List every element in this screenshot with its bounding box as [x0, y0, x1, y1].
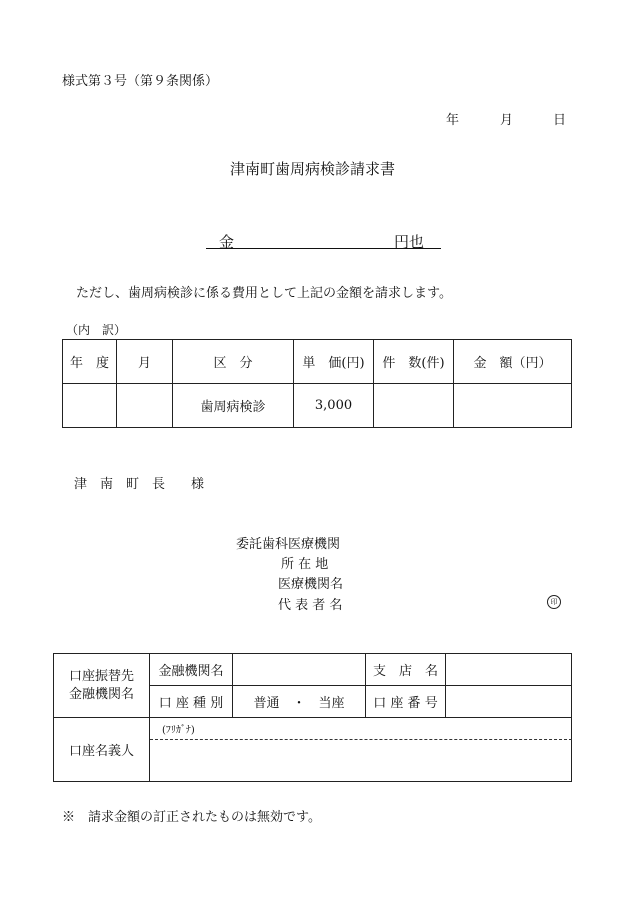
breakdown-table [62, 339, 572, 428]
header-unit-price: 単 価(円) [294, 340, 374, 384]
amount-prefix: 金 [219, 233, 235, 251]
account-number-field[interactable] [446, 686, 572, 718]
furigana-divider [150, 739, 572, 740]
institution-name-label: 金融機関名 [150, 654, 233, 686]
cell-amount[interactable] [454, 384, 572, 428]
branch-name-field[interactable] [446, 654, 572, 686]
header-category: 区 分 [173, 340, 294, 384]
furigana-label: (ﾌﾘｶﾞﾅ) [162, 725, 195, 736]
account-holder-label: 口座名義人 [54, 718, 150, 782]
account-number-label: 口 座 番 号 [366, 686, 446, 718]
date-day-label: 日 [553, 113, 567, 128]
amount-suffix: 円也 [394, 233, 425, 251]
account-holder-field[interactable] [150, 718, 572, 782]
cell-unit-price: 3,000 [294, 384, 374, 428]
provider-representative-label: 代 表 者 名 [278, 598, 343, 613]
header-year: 年 度 [63, 340, 117, 384]
cell-month[interactable] [117, 384, 173, 428]
invalid-correction-note: ※ 請求金額の訂正されたものは無効です。 [62, 810, 321, 825]
bank-table [53, 653, 572, 782]
provider-heading: 委託歯科医療機関 [236, 537, 341, 552]
provider-address-label: 所 在 地 [281, 557, 329, 572]
institution-name-field[interactable] [233, 654, 366, 686]
breakdown-data-row [63, 384, 572, 428]
bank-transfer-label: 口座振替先 金融機関名 [54, 654, 150, 718]
breakdown-label: （内 訳） [66, 323, 127, 337]
header-count: 件 数(件) [374, 340, 454, 384]
account-type-value[interactable]: 普通 ・ 当座 [233, 686, 366, 718]
seal-mark: 印 [547, 595, 561, 609]
cell-count[interactable] [374, 384, 454, 428]
provider-name-label: 医療機関名 [278, 577, 344, 592]
cell-year[interactable] [63, 384, 117, 428]
breakdown-header-row [63, 340, 572, 384]
header-month: 月 [117, 340, 173, 384]
claim-statement: ただし、歯周病検診に係る費用として上記の金額を請求します。 [76, 286, 452, 301]
addressee: 津 南 町 長 様 [74, 477, 205, 492]
cell-category: 歯周病検診 [173, 384, 294, 428]
form-number: 様式第３号（第９条関係） [62, 74, 219, 89]
date-month-label: 月 [500, 113, 514, 128]
amount-underline [206, 248, 441, 249]
branch-name-label: 支 店 名 [366, 654, 446, 686]
account-type-label: 口 座 種 別 [150, 686, 233, 718]
header-amount: 金 額（円） [454, 340, 572, 384]
date-year-label: 年 [446, 113, 460, 128]
page-title: 津南町歯周病検診請求書 [230, 160, 396, 178]
